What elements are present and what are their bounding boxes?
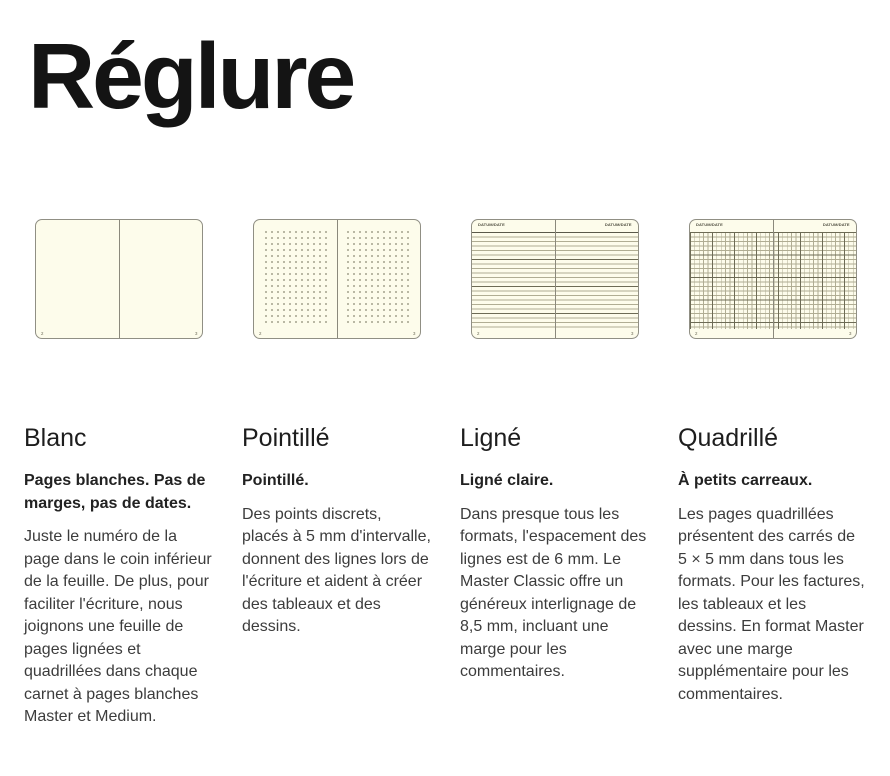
column-body-pointille: Des points discrets, placés à 5 mm d'intervalle, donnent des lignes lors de l'écriture et aident à créer des tableaux et des dessins. (242, 505, 431, 636)
notebook-lined-spread-image (471, 219, 639, 339)
notebook-spine (337, 220, 338, 338)
page-number-left: 2 (41, 331, 44, 336)
column-heading-ligne: Ligné (460, 424, 522, 452)
date-label-right: DATUM/DATE (823, 222, 850, 227)
page-number-right: 3 (848, 331, 851, 336)
column-subtitle-ligne: Ligné claire. (460, 472, 554, 490)
column-heading-quadrille: Quadrillé (678, 424, 779, 452)
date-label-left: DATUM/DATE (478, 222, 505, 227)
notebook-dotted-spread-image (253, 219, 421, 339)
column-heading-blanc: Blanc (24, 424, 87, 452)
page-number-right: 3 (194, 331, 197, 336)
figure-quadrille (678, 219, 868, 339)
notebook-grid-spread-image (689, 219, 857, 339)
ruling-columns (24, 219, 868, 729)
figure-pointille (242, 219, 432, 339)
figure-ligne (460, 219, 650, 339)
date-label-right: DATUM/DATE (605, 222, 632, 227)
notebook-spine (119, 220, 120, 338)
column-ligne (460, 219, 650, 729)
page-number-left: 2 (259, 331, 262, 336)
page-title: Réglure (28, 24, 354, 128)
column-body-quadrille: Les pages quadrillées présentent des carrés de 5 × 5 mm dans tous les formats. Pour les factures, les tableaux et les dessins. En format Master avec une marge supplémentaire pour les commentaires. (678, 505, 865, 703)
column-body-blanc: Juste le numéro de la page dans le coin inférieur de la feuille. De plus, pour faciliter l'écriture, nous joignons une feuille de pages lignées et quadrillées dans chaque carnet à pages blanches Master et Medium. (24, 528, 212, 726)
date-label-left: DATUM/DATE (696, 222, 723, 227)
column-subtitle-pointille: Pointillé. (242, 472, 309, 490)
page-number-left: 2 (477, 331, 480, 336)
column-heading-pointille: Pointillé (242, 424, 330, 452)
page-number-right: 3 (630, 331, 633, 336)
figure-blanc (24, 219, 214, 339)
dot-grid-right-page (344, 228, 412, 325)
page-number-right: 3 (412, 331, 415, 336)
column-blanc (24, 219, 214, 729)
dot-grid-left-page (262, 228, 330, 325)
column-subtitle-quadrille: À petits carreaux. (678, 472, 813, 490)
notebook-spine (773, 220, 774, 338)
notebook-blank-spread-image (35, 219, 203, 339)
column-subtitle-blanc: Pages blanches. Pas de marges, pas de dates. (24, 472, 206, 512)
page-number-left: 2 (695, 331, 698, 336)
column-pointille (242, 219, 432, 729)
notebook-spine (555, 220, 556, 338)
column-quadrille (678, 219, 868, 729)
column-body-ligne: Dans presque tous les formats, l'espacement des lignes est de 6 mm. Le Master Classic offre un généreux interlignage de 8,5 mm, incluant une marge pour les commentaires. (460, 505, 647, 681)
